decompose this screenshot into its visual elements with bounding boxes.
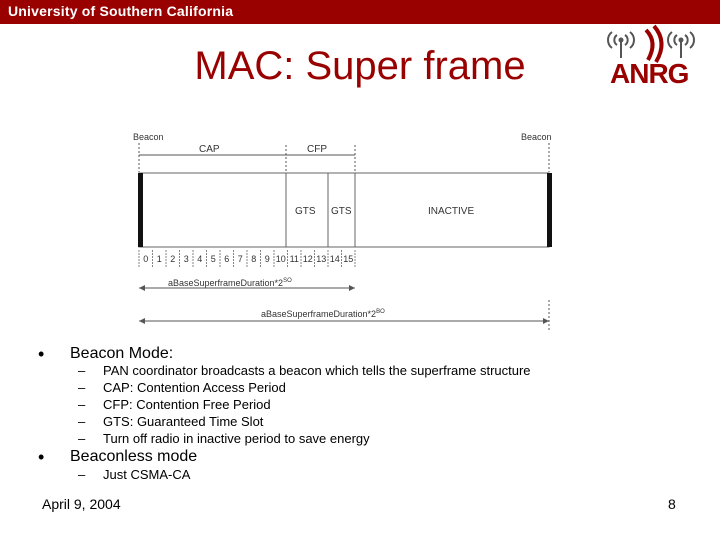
inactive-label: INACTIVE — [428, 206, 475, 217]
slot-number: 7 — [237, 254, 243, 264]
slot-number: 15 — [343, 254, 354, 264]
slot-number: 6 — [224, 254, 230, 264]
slot-number: 5 — [210, 254, 216, 264]
bullet-beacon-mode: Beacon Mode: — [70, 345, 174, 362]
dash-marker: – — [78, 397, 86, 412]
subitem-cfp: CFP: Contention Free Period — [103, 397, 271, 412]
slot-number: 4 — [197, 254, 203, 264]
beacon-right-label: Beacon — [521, 132, 552, 142]
gts1-label: GTS — [295, 206, 316, 217]
sd-arrow-right — [349, 285, 355, 291]
logo-text: ANRG — [610, 58, 689, 89]
beacon-left-block — [138, 173, 143, 247]
bullet-marker: • — [38, 447, 45, 467]
bi-arrow-left — [139, 318, 145, 324]
bullet-marker: • — [38, 344, 45, 364]
slot-number: 2 — [170, 254, 176, 264]
page-number: 8 — [668, 496, 676, 512]
cfp-label: CFP — [307, 144, 327, 155]
bi-label: $aBaseSuperframeDuration*2^{BO}$ — [261, 309, 385, 319]
sd-label: $aBaseSuperframeDuration*2^{SO}$ — [168, 278, 292, 288]
slot-number: 10 — [275, 254, 286, 264]
gts2-label: GTS — [331, 206, 352, 217]
subitem-gts: GTS: Guaranteed Time Slot — [103, 414, 264, 429]
slot-number: 14 — [329, 254, 340, 264]
dash-marker: – — [78, 431, 86, 446]
beacon-left-label: Beacon — [133, 132, 164, 142]
slot-number: 8 — [251, 254, 257, 264]
slot-number: 9 — [264, 254, 270, 264]
footer-date: April 9, 2004 — [42, 496, 121, 512]
subitem-cap: CAP: Contention Access Period — [103, 380, 286, 395]
subitem-pan: PAN coordinator broadcasts a beacon which tells the superframe structure — [103, 363, 531, 378]
slot-number: 3 — [183, 254, 189, 264]
dash-marker: – — [78, 414, 86, 429]
dash-marker: – — [78, 363, 86, 378]
university-name: University of Southern California — [8, 3, 234, 19]
slot-number: 13 — [316, 254, 327, 264]
slot-number: 0 — [143, 254, 149, 264]
dash-marker: – — [78, 380, 86, 395]
slot-number: 1 — [156, 254, 162, 264]
slot-number: 12 — [302, 254, 313, 264]
subitem-csma: Just CSMA-CA — [103, 467, 191, 482]
slot-number: 11 — [289, 254, 299, 264]
slot-numbers — [139, 250, 355, 267]
cap-label: CAP — [199, 144, 220, 155]
beacon-right-block — [547, 173, 552, 247]
dash-marker: – — [78, 467, 86, 482]
slide-title: MAC: Super frame — [194, 44, 526, 88]
bullet-beaconless-mode: Beaconless mode — [70, 448, 198, 465]
sd-arrow-left — [139, 285, 145, 291]
bi-arrow-right — [543, 318, 549, 324]
subitem-inactive: Turn off radio in inactive period to save energy — [103, 431, 370, 446]
